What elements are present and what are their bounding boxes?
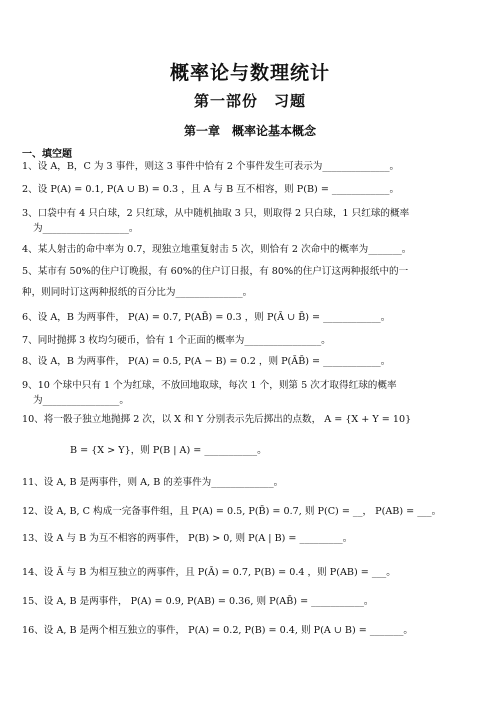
question-1: 1、设 A，B，C 为 3 事件，则这 3 事件中恰有 2 个事件发生可表示为______________。 [22,161,400,172]
question-6: 6、设 A，B 为两事件， P(A) = 0.7, P(AB̄) = 0.3 ，则 P(Ā ∪ B̄) = ____________。 [22,312,391,323]
question-8: 8、设 A，B 为两事件， P(A) = 0.5, P(A − B) = 0.2 ，则 P(ĀB̄) = ____________。 [22,356,391,367]
question-10-continued: B = {X > Y}，则 P(B | A) = ___________。 [70,445,267,456]
chapter-heading: 第一章 概率论基本概念 [183,124,316,138]
question-5-continued: 种，则同时订这两种报纸的百分比为______________。 [22,287,253,298]
question-14: 14、设 Ā 与 B 为相互独立的两事件，且 P(Ā) = 0.7, P(B) = 0.4 ，则 P(AB) = ___。 [22,567,396,578]
part-heading: 第一部份 习题 [193,92,306,110]
question-3-continued: 为__________________。 [33,223,139,234]
section-heading: 一、填空题 [22,149,72,160]
question-12: 12、设 A, B, C 构成一完备事件组，且 P(A) = 0.5, P(B̄) = 0.7, 则 P(C) = __， P(AB) = ___。 [22,506,442,517]
question-5: 5、某市有 50%的住户订晚报，有 60%的住户订日报，有 80%的住户订这两种报纸中的一 [22,266,409,277]
question-9-continued: 为________________。 [33,395,129,406]
question-15: 15、设 A, B 是两事件， P(A) = 0.9, P(AB) = 0.36, 则 P(AB̄) = ___________。 [22,596,374,607]
question-10: 10、将一骰子独立地抛掷 2 次，以 X 和 Y 分别表示先后掷出的点数， A = {X + Y = 10} [22,414,412,425]
question-13: 13、设 A 与 B 为互不相容的两事件， P(B) > 0, 则 P(A | B) = _________。 [22,533,353,544]
document-title: 概率论与数理统计 [169,62,330,84]
question-7: 7、同时抛掷 3 枚均匀硬币，恰有 1 个正面的概率为________________。 [22,335,331,346]
question-3: 3、口袋中有 4 只白球，2 只红球，从中随机抽取 3 只，则取得 2 只白球，1 只红球的概率 [22,208,410,219]
question-9: 9、10 个球中只有 1 个为红球，不放回地取球，每次 1 个，则第 5 次才取得红球的概率 [22,380,397,391]
question-11: 11、设 A, B 是两事件，则 A, B 的差事件为_____________。 [22,477,284,488]
question-16: 16、设 A, B 是两个相互独立的事件， P(A) = 0.2, P(B) = 0.4, 则 P(A ∪ B) = _______。 [22,625,414,636]
question-2: 2、设 P(A) = 0.1, P(A ∪ B) = 0.3 ，且 A 与 B 互不相容，则 P(B) = ____________。 [22,184,400,195]
question-4: 4、某人射击的命中率为 0.7，现独立地重复射击 5 次，则恰有 2 次命中的概率为_______。 [22,244,412,255]
